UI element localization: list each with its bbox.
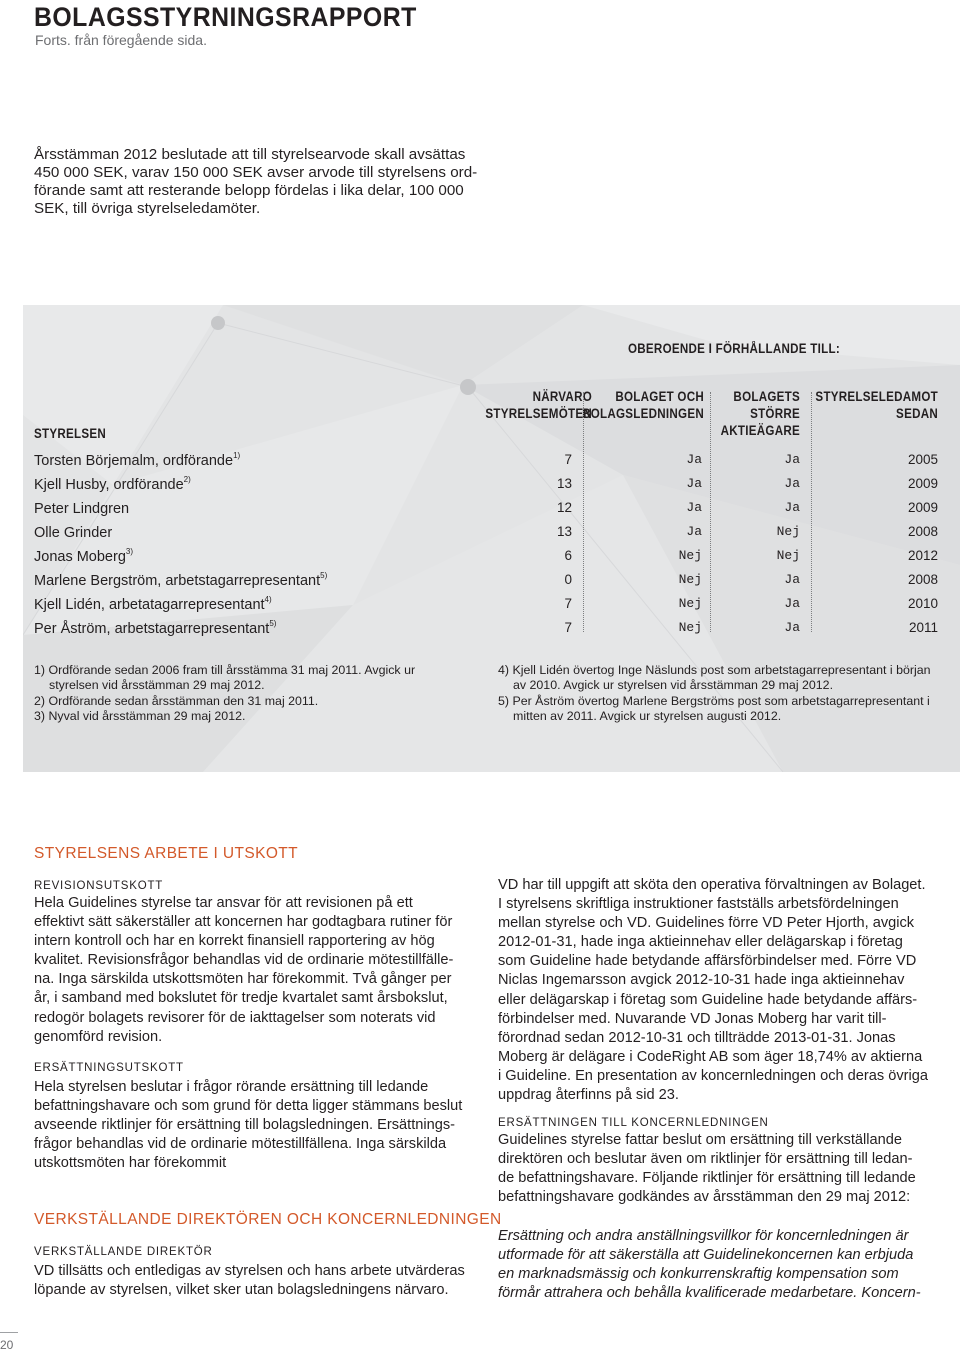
page-number-rule <box>0 1332 18 1333</box>
member-name: Per Åström, arbetstagarrepresentant$^{5)}$ <box>34 619 277 637</box>
member-name: Jonas Moberg$^{3)}$ <box>34 547 134 565</box>
footnote-line: 3) Nyval vid årsstämman 29 maj 2012. <box>34 709 246 724</box>
text-line: Guidelines styrelse fattar beslut om ersättning till verkställande <box>498 1132 902 1148</box>
shareholder-independence-cell: Ja <box>784 620 800 635</box>
attendance-cell: 6 <box>564 548 572 563</box>
attendance-cell: 13 <box>556 476 572 491</box>
text-line: år, i samband med bokslutet för tredje kvartalet samt årsbokslut, <box>34 990 448 1007</box>
text-line: Hela Guidelines styrelse tar ansvar för att revisionen på ett <box>34 895 413 911</box>
text-line: na. Inga särskilda utskottsmöten har förekommit. Två gånger per <box>34 971 452 988</box>
text-line: befattningshavare godkändes av årsstämman den 29 maj 2012: <box>498 1189 911 1206</box>
continued-note: Forts. från föregående sida. <box>35 32 207 48</box>
company-header-line: BOLAGET OCH <box>615 389 704 404</box>
text-line: en marknadsmässig och konkurrenskraftig kompensation som <box>498 1266 899 1283</box>
audit-committee-heading: REVISIONSUTSKOTT <box>34 880 164 892</box>
footnote-line: av 2010. Avgick ur styrelsen vid årsstämman 29 maj 2012. <box>513 678 834 693</box>
compensation-guidelines-text <box>498 1227 921 1303</box>
since-cell: 2008 <box>907 524 938 539</box>
text-line: de befattningshavare. Följande riktlinjer för ersättning till ledande <box>498 1170 916 1187</box>
ceo-duties-text <box>498 876 928 1105</box>
shareholder-independence-cell: Ja <box>784 452 800 467</box>
since-cell: 2009 <box>907 500 938 515</box>
text-line: genomförd revision. <box>34 1028 163 1045</box>
text-line: avseende riktlinjer för ersättning till bolagsledningen. Ersättnings- <box>34 1117 456 1134</box>
column-divider <box>710 392 711 632</box>
ceo-text <box>34 1262 465 1300</box>
text-line: redogör bolagets revisorer för de iakttagelser som noterats vid <box>34 1009 436 1026</box>
footnote-line: mitten av 2011. Avgick ur styrelsen augusti 2012. <box>513 709 782 724</box>
text-line: förmår attrahera och behålla kvalificerade medarbetare. Koncern- <box>498 1285 921 1302</box>
company-independence-cell: Nej <box>678 596 702 611</box>
footnote-line: styrelsen vid årsstämman 29 maj 2012. <box>49 678 265 693</box>
footnote-line: 1) Ordförande sedan 2006 fram till årsstämma 31 maj 2011. Avgick ur <box>34 663 416 677</box>
board-column-header: STYRELSEN <box>34 426 106 441</box>
shareholder-independence-cell: Ja <box>784 476 800 491</box>
attendance-cell: 13 <box>556 524 572 539</box>
attendance-header-line: NÄRVARO <box>532 389 592 404</box>
text-line: förbindelser med. Nuvarande VD Jonas Moberg har varit till- <box>498 1010 887 1027</box>
management-section-title: VERKSTÄLLANDE DIREKTÖREN OCH KONCERNLEDNINGEN <box>34 1211 502 1228</box>
text-line: Moberg är delägare i CodeRight AB som äger 18,74% av aktierna <box>498 1048 923 1065</box>
company-independence-cell: Ja <box>686 524 702 539</box>
since-cell: 2012 <box>907 548 938 563</box>
management-compensation-heading: ERSÄTTNINGEN TILL KONCERNLEDNINGEN <box>498 1117 769 1129</box>
shareholder-independence-cell: Ja <box>784 596 800 611</box>
report-title: BOLAGSSTYRNINGSRAPPORT <box>34 2 417 32</box>
text-line: VD har till uppgift att sköta den operativa förvaltningen av Bolaget. <box>498 877 926 893</box>
since-cell: 2009 <box>907 476 938 491</box>
committees-section-title: STYRELSENS ARBETE I UTSKOTT <box>34 845 299 862</box>
company-independence-cell: Nej <box>678 548 702 563</box>
page-number: 20 <box>0 1338 14 1352</box>
compensation-committee-text <box>34 1078 462 1173</box>
shareholder-independence-cell: Nej <box>776 524 800 539</box>
intro-line: Årsstämman 2012 beslutade att till styrelsearvode skall avsättas <box>34 146 466 163</box>
text-line: eller delägarskap i företag som Guideline hade betydande affärs- <box>498 991 918 1008</box>
intro-line: 450 000 SEK, varav 150 000 SEK avser arvode till styrelsens ord- <box>34 164 478 181</box>
intro-paragraph <box>34 146 484 218</box>
company-independence-cell: Nej <box>678 620 702 635</box>
shareholder-independence-cell: Ja <box>784 572 800 587</box>
since-cell: 2011 <box>908 620 938 635</box>
column-divider <box>583 392 584 632</box>
text-line: utformade för att säkerställa att Guidelinekoncernen kan erbjuda <box>498 1247 914 1264</box>
shareholders-header <box>714 388 800 439</box>
intro-line: SEK, till övriga styrelseledamöter. <box>34 200 261 217</box>
shareholder-independence-cell: Ja <box>784 500 800 515</box>
company-header-line: BOLAGSLEDNINGEN <box>582 406 704 421</box>
footnotes-left <box>34 663 415 725</box>
management-compensation-text <box>498 1131 916 1207</box>
text-line: effektivt sätt säkerställer att koncernen har godtagbara rutiner för <box>34 914 453 931</box>
shareholder-independence-cell: Nej <box>776 548 800 563</box>
member-name: Kjell Lidén, arbetatagarrepresentant$^{4)}$ <box>34 595 272 613</box>
attendance-cell: 7 <box>564 596 572 611</box>
footnotes-right <box>498 663 931 725</box>
company-independence-cell: Ja <box>686 452 702 467</box>
company-header <box>580 388 704 422</box>
text-line: befattningshavare och som grund för detta ligger stämmans beslut <box>34 1098 463 1115</box>
footnote-line: 2) Ordförande sedan årsstämman den 31 maj 2011. <box>34 693 319 708</box>
member-name: Torsten Börjemalm, ordförande$^{1)}$ <box>34 451 241 469</box>
text-line: kvalitet. Revisionsfrågor behandlas vid de ordinarie mötestillfälle- <box>34 952 454 969</box>
since-header-line: SEDAN <box>896 406 938 421</box>
text-line: förordnad sedan 2012-10-31 och tillträdde 2013-01-31. Jonas <box>498 1029 896 1046</box>
text-line: i Guideline. En presentation av koncernledningen och deras övriga <box>498 1067 928 1084</box>
intro-line: förande samt att resterande belopp fördelas i lika delar, 100 000 <box>34 182 464 199</box>
member-name: Marlene Bergström, arbetstagarrepresentant$^{5)}$ <box>34 571 328 589</box>
since-cell: 2005 <box>907 452 938 467</box>
company-independence-cell: Nej <box>678 572 702 587</box>
audit-committee-text <box>34 894 453 1047</box>
shareholders-header-line: BOLAGETS <box>733 389 800 404</box>
footnote-line: 4) Kjell Lidén övertog Inge Näslunds post som arbetstagarrepresentant i början <box>498 663 931 677</box>
text-line: VD tillsätts och entledigas av styrelsen och hans arbete utvärderas <box>34 1263 465 1279</box>
text-line: frågor behandlas vid de ordinarie mötestillfällena. Inga särskilda <box>34 1136 447 1153</box>
member-name: Kjell Husby, ordförande$^{2)}$ <box>34 475 191 493</box>
independence-group-header: OBEROENDE I FÖRHÅLLANDE TILL: <box>628 341 840 356</box>
member-name: Olle Grinder <box>34 525 113 541</box>
text-line: mellan styrelse och VD. Guidelines förre VD Peter Hjorth, avgick <box>498 915 915 932</box>
shareholders-header-line: STÖRRE <box>750 406 800 421</box>
text-line: löpande av styrelsen, vilket sker utan bolagsledningens närvaro. <box>34 1282 449 1299</box>
since-header-line: STYRELSELEDAMOT <box>815 389 938 404</box>
text-line: I styrelsens skriftliga instruktioner fastställs arbetsfördelningen <box>498 896 899 913</box>
text-line: 2012-01-31, hade inga aktieinnehav eller delägarskap i företag <box>498 934 903 951</box>
text-line: Ersättning och andra anställningsvillkor för koncernledningen är <box>498 1228 909 1244</box>
text-line: uppdrag återfinns på sid 23. <box>498 1087 679 1104</box>
attendance-cell: 0 <box>564 572 572 587</box>
attendance-header <box>478 388 592 422</box>
compensation-committee-heading: ERSÄTTNINGSUTSKOTT <box>34 1062 184 1074</box>
text-line: intern kontroll och har en korrekt finansiell rapportering av hög <box>34 933 435 950</box>
since-cell: 2010 <box>907 596 938 611</box>
since-header <box>811 388 938 422</box>
company-independence-cell: Ja <box>686 500 702 515</box>
footnote-line: 5) Per Åström övertog Marlene Bergströms post som arbetstagarrepresentant i <box>498 693 930 708</box>
attendance-cell: 12 <box>556 500 572 515</box>
column-divider <box>811 392 812 632</box>
text-line: som Guideline hade betydande affärsförbindelser med. Förre VD <box>498 953 917 970</box>
member-name: Peter Lindgren <box>34 501 130 517</box>
company-independence-cell: Ja <box>686 476 702 491</box>
text-line: direktören och beslutar även om riktlinjer för ersättning till ledan- <box>498 1151 913 1168</box>
attendance-header-line: STYRELSEMÖTEN <box>485 406 592 421</box>
shareholders-header-line: AKTIEÄGARE <box>720 423 800 438</box>
text-line: Niclas Ingemarsson avgick 2012-10-31 hade inga aktieinnehav <box>498 972 905 989</box>
ceo-heading: VERKSTÄLLANDE DIREKTÖR <box>34 1246 213 1258</box>
attendance-cell: 7 <box>564 452 572 467</box>
text-line: Hela styrelsen beslutar i frågor rörande ersättning till ledande <box>34 1079 429 1095</box>
attendance-cell: 7 <box>564 620 572 635</box>
text-line: utskottsmöten har förekommit <box>34 1155 227 1172</box>
since-cell: 2008 <box>907 572 938 587</box>
